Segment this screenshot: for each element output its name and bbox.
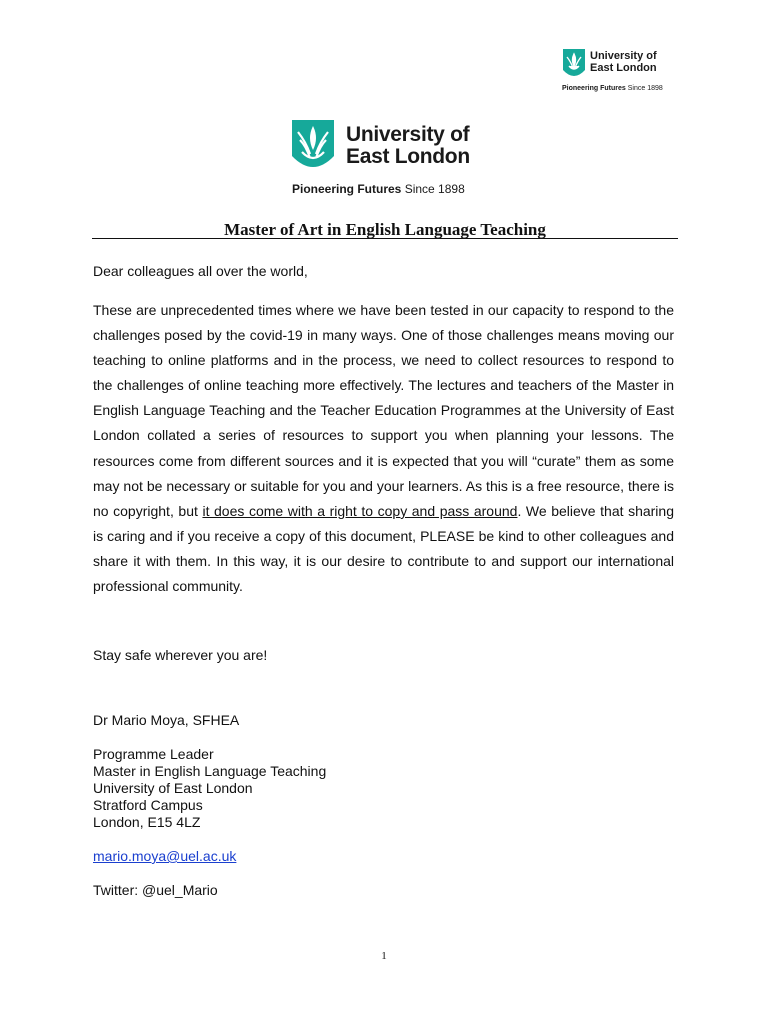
body-text-part: . We believe that sharing is caring and if you receive a copy of this document, PLEASE be kind to other colleagues and share it with them. In this way, it is our desire to contribute to and support our international professional community. bbox=[93, 502, 674, 595]
university-name: University of East London bbox=[346, 123, 470, 168]
body-paragraph bbox=[93, 298, 674, 599]
email-link[interactable]: mario.moya@uel.ac.uk bbox=[93, 848, 237, 864]
university-name: University of East London bbox=[590, 50, 657, 74]
title-underline-rule bbox=[92, 238, 678, 239]
page-number: 1 bbox=[381, 950, 387, 962]
signatory-address: London, E15 4LZ bbox=[93, 814, 201, 830]
signatory-programme: Master in English Language Teaching bbox=[93, 763, 327, 779]
center-logo-large bbox=[290, 118, 490, 200]
header-logo-small bbox=[562, 46, 674, 96]
logo-tagline: Pioneering Futures Since 1898 bbox=[562, 85, 663, 92]
uel-crest-icon bbox=[562, 48, 586, 82]
signatory-campus: Stratford Campus bbox=[93, 797, 203, 813]
underlined-phrase: it does come with a right to copy and pass around bbox=[202, 502, 518, 519]
signatory-institution: University of East London bbox=[93, 780, 253, 796]
signatory-name: Dr Mario Moya, SFHEA bbox=[93, 712, 240, 728]
closing-line: Stay safe wherever you are! bbox=[93, 647, 268, 663]
uel-crest-icon bbox=[290, 118, 336, 176]
signatory-role: Programme Leader bbox=[93, 746, 214, 762]
twitter-handle: Twitter: @uel_Mario bbox=[93, 882, 218, 898]
logo-tagline: Pioneering Futures Since 1898 bbox=[292, 182, 465, 196]
signature-block bbox=[93, 712, 326, 899]
document-title: Master of Art in English Language Teaching bbox=[224, 220, 546, 239]
salutation: Dear colleagues all over the world, bbox=[93, 263, 308, 279]
body-text-part: These are unprecedented times where we have been tested in our capacity to respond to the challenges posed by the covid-19 in many ways. One of those challenges means moving our teaching to online platforms and in the process, we need to collect resources to respond to the challenges of online teaching more effectively. The lectures and teachers of the Master in English Language Teaching and the Teacher Education Programmes at the University of East London collated a series of resources to support you when planning your lessons. The resources come from different sources and it is expected that you will “curate” them as some may not be necessary or suitable for you and your learners. As this is a free resource, there is no copyright, but bbox=[93, 302, 674, 519]
